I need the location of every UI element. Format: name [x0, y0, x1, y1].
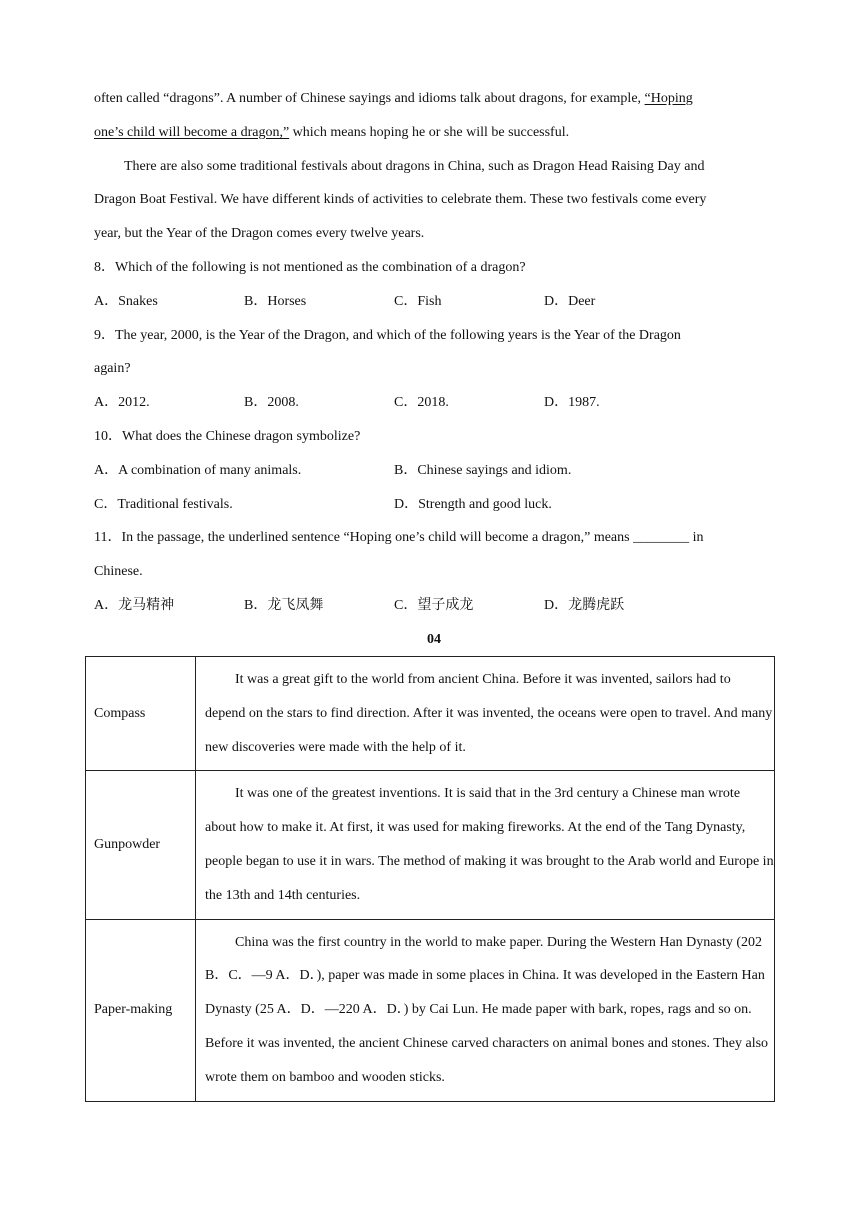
table-row: [86, 771, 775, 919]
question-10-options-row2: [94, 488, 774, 522]
option-a: A．A combination of many animals.: [94, 462, 302, 478]
question-9-cont: again?: [94, 361, 131, 377]
question-10: 10．What does the Chinese dragon symbolize?: [94, 428, 361, 444]
passage-line: [94, 82, 774, 116]
option-b: B．2008.: [244, 395, 299, 411]
table-description: [196, 919, 775, 1101]
underlined-sentence: “Hoping: [644, 91, 693, 106]
inventions-table: [85, 656, 775, 1102]
option-d: D．Strength and good luck.: [394, 496, 552, 512]
table-description: [196, 771, 775, 919]
question-9: 9．The year, 2000, is the Year of the Dragon, and which of the following years is the Year of the Dragon: [94, 327, 681, 343]
table-row: [86, 657, 775, 771]
question-11: 11．In the passage, the underlined sentence “Hoping one’s child will become a dragon,” means ________ in: [94, 530, 704, 546]
section-number: 04: [427, 631, 441, 647]
option-c: C．Traditional festivals.: [94, 496, 233, 512]
passage-text: often called “dragons”. A number of Chinese sayings and idioms talk about dragons, for example,: [94, 91, 645, 106]
question-11-cont: Chinese.: [94, 564, 143, 580]
option-c: C．望子成龙: [394, 597, 474, 613]
table-row: [86, 919, 775, 1101]
passage-line: [94, 116, 774, 150]
description-text: China was the first country in the world to make paper. During the Western Han Dynasty (202 B．C．—9 A．D．), paper was made in some places in China. It was developed in the Eastern Han Dynasty (25 A．D．—220 A．D．) by Cai Lun. He made paper with bark, ropes, rags and so on. Before it was invented, the ancient Chinese carved characters on animal bones and stones. They also wrote them on bamboo and wooden sticks.: [205, 934, 769, 1085]
question-11-options: [94, 589, 774, 623]
question-9-options: [94, 386, 774, 420]
question-8-options: [94, 285, 774, 319]
option-d: D．1987.: [544, 395, 600, 411]
option-a: A．龙马精神: [94, 597, 175, 613]
passage-line: There are also some traditional festivals about dragons in China, such as Dragon Head Raising Day and: [124, 158, 705, 174]
description-text: It was one of the greatest inventions. It is said that in the 3rd century a Chinese man wrote about how to make it. At first, it was used for making fireworks. At the end of the Tang Dynasty, people began to use it in wars. The method of making it was brought to the Arab world and Europe in the 13th and 14th centuries.: [205, 786, 774, 903]
option-c: C．Fish: [394, 293, 442, 309]
option-b: B．龙飞凤舞: [244, 597, 324, 613]
table-term: Gunpowder: [86, 771, 196, 919]
description-text: It was a great gift to the world from ancient China. Before it was invented, sailors had to depend on the stars to find direction. After it was invented, the oceans were open to travel. And many new discoveries were made with the help of it.: [205, 672, 773, 755]
table-term: Paper-making: [86, 919, 196, 1101]
option-a: A．Snakes: [94, 293, 158, 309]
underlined-sentence: one’s child will become a dragon,”: [94, 124, 290, 140]
document-body: [94, 82, 774, 657]
option-a: A．2012.: [94, 395, 150, 411]
option-c: C．2018.: [394, 395, 449, 411]
table-term: Compass: [86, 657, 196, 771]
table-description: [196, 657, 775, 771]
option-b: B．Horses: [244, 293, 307, 309]
option-d: D．龙腾虎跃: [544, 597, 625, 613]
option-d: D．Deer: [544, 293, 596, 309]
option-b: B．Chinese sayings and idiom.: [394, 462, 572, 478]
passage-line: Dragon Boat Festival. We have different kinds of activities to celebrate them. These two festivals come every: [94, 192, 707, 208]
question-10-options-row1: [94, 454, 774, 488]
passage-text: which means hoping he or she will be successful.: [289, 124, 570, 140]
question-8: 8．Which of the following is not mentioned as the combination of a dragon?: [94, 259, 526, 275]
passage-line: year, but the Year of the Dragon comes every twelve years.: [94, 226, 425, 242]
